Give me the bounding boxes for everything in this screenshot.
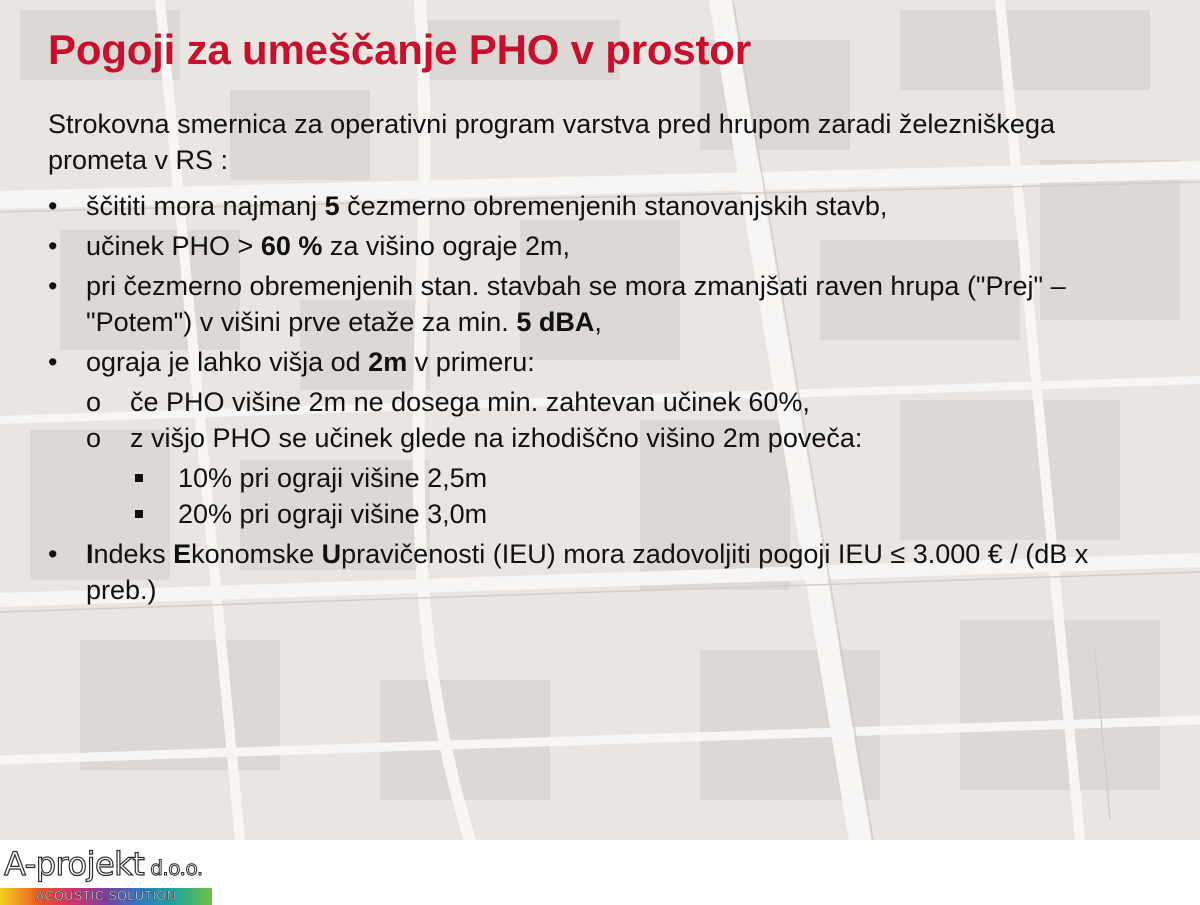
square-item-text: 10% pri ograji višine 2,5m	[178, 463, 488, 493]
item-emphasis: I	[86, 539, 94, 569]
item-emphasis: E	[173, 539, 192, 569]
square-bullet-list	[130, 460, 1148, 532]
list-item	[48, 536, 1148, 608]
item-text: čezmerno obremenjenih stanovanjskih stavb,	[339, 191, 888, 221]
item-text: ,	[594, 307, 602, 337]
sub-bullet-marker: o	[86, 387, 102, 417]
square-bullet-marker	[135, 474, 143, 482]
item-text: ndeks	[93, 539, 174, 569]
bullet-marker: •	[48, 191, 58, 221]
bullet-list	[48, 188, 1148, 608]
sub-list-item	[48, 384, 1148, 420]
slide-content	[48, 106, 1148, 612]
item-text: za višino ograje 2m,	[322, 231, 570, 261]
item-text: v primeru:	[407, 347, 535, 377]
logo-suffix: d.o.o.	[150, 856, 203, 880]
square-bullet-marker	[135, 510, 143, 518]
bullet-marker: •	[48, 231, 58, 261]
logo-name-text: A-projekt	[4, 845, 145, 883]
item-emphasis: 5 dBA	[516, 307, 595, 337]
bullet-marker: •	[48, 271, 58, 301]
sub-bullet-marker: o	[86, 423, 102, 453]
item-emphasis: 60 %	[260, 231, 323, 261]
company-logo	[0, 844, 214, 905]
item-text: pri čezmerno obremenjenih stan. stavbah se mora zmanjšati raven hrupa ("Prej" – "Potem") v višini prve etaže za min.	[86, 271, 1066, 337]
item-text: ščititi mora najmanj	[86, 191, 325, 221]
list-item	[48, 188, 1148, 224]
logo-tagline: ACOUSTIC SOLUTION	[0, 888, 212, 905]
item-emphasis: U	[321, 539, 342, 569]
item-text: konomske	[191, 539, 322, 569]
list-item	[48, 344, 1148, 532]
sub-item-text: z višjo PHO se učinek glede na izhodiščno višino 2m poveča:	[130, 423, 863, 453]
sub-item-text: če PHO višine 2m ne dosega min. zahtevan učinek 60%,	[130, 387, 810, 417]
square-item-text: 20% pri ograji višine 3,0m	[178, 499, 488, 529]
sub-bullet-list	[86, 384, 1148, 532]
sub-list-item	[48, 420, 1148, 532]
item-text: pravičenosti (IEU) mora zadovoljiti pogoji IEU ≤ 3.000 € / (dB x preb.)	[86, 539, 1089, 605]
item-emphasis: 5	[324, 191, 340, 221]
bullet-marker: •	[48, 347, 58, 377]
square-list-item	[48, 460, 1148, 496]
intro-text: Strokovna smernica za operativni program varstva pred hrupom zaradi železniškega prometa v RS :	[48, 109, 1055, 175]
bullet-marker: •	[48, 539, 58, 569]
item-text: učinek PHO >	[86, 231, 261, 261]
item-text: ograja je lahko višja od	[86, 347, 369, 377]
list-item	[48, 228, 1148, 264]
item-emphasis: 2m	[368, 347, 408, 377]
list-item	[48, 268, 1148, 340]
logo-wordmark	[4, 844, 203, 888]
square-list-item	[48, 496, 1148, 532]
slide-title: Pogoji za umeščanje PHO v prostor	[48, 26, 751, 73]
